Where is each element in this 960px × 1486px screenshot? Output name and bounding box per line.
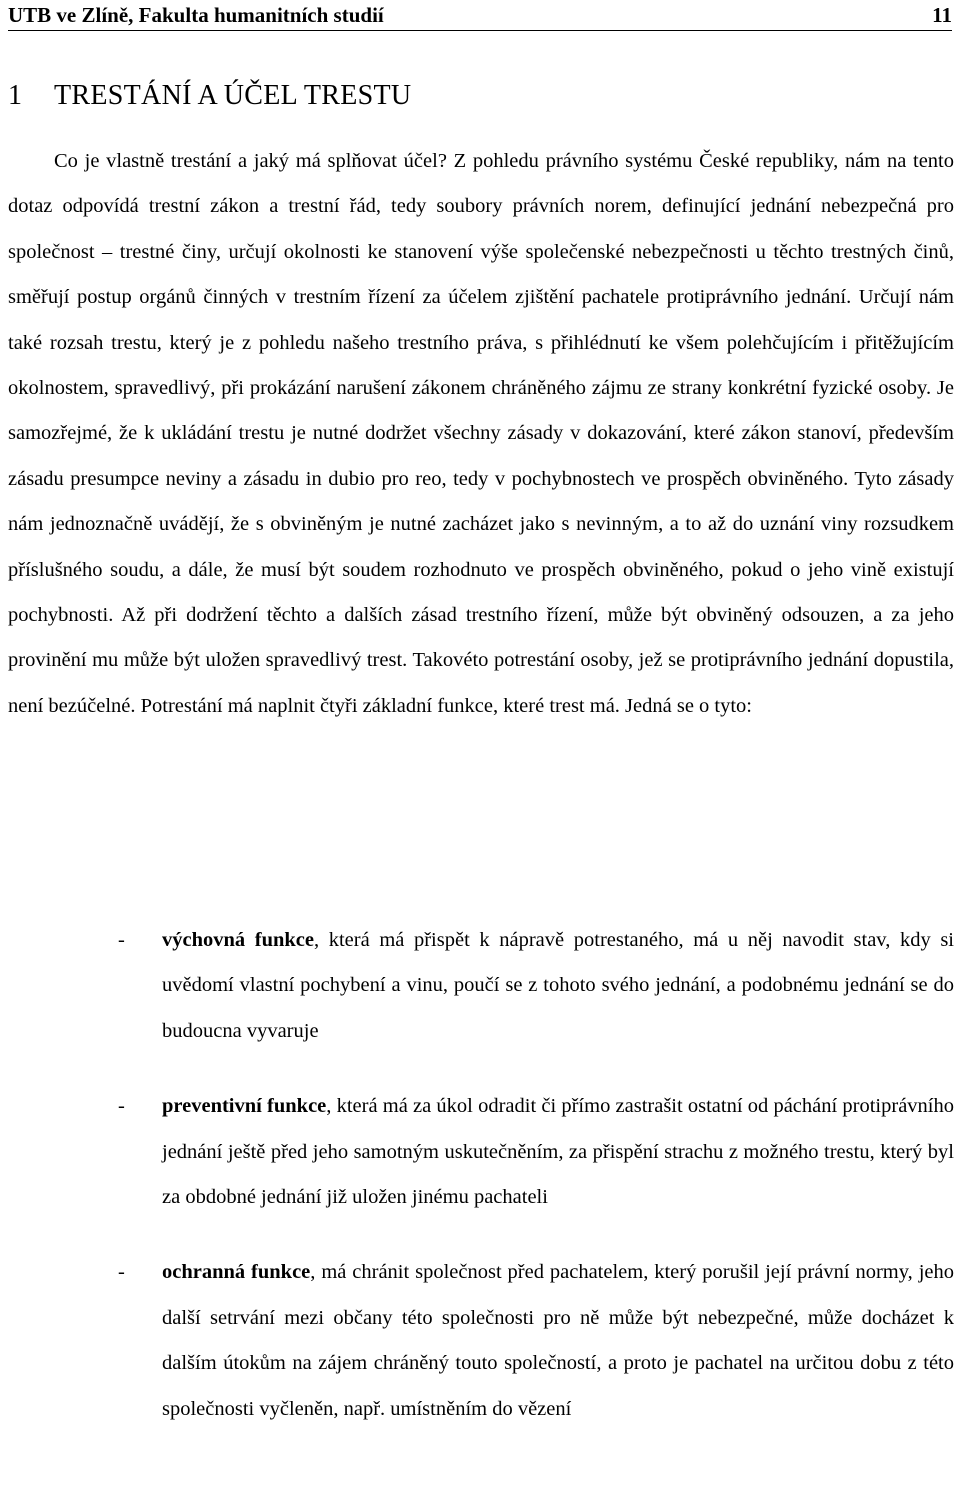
list-text: , má chránit společnost před pachatelem, který porušil její právní normy, jeho další setrvání mezi občany této společnosti pro ně může být nebezpečné, může docházet k dalším útokům na zájem chráněný touto společností, a proto je pachatel na určitou dobu z této společnosti vyčleněn, např. umístněním do vězení xyxy=(162,1261,954,1420)
chapter-heading xyxy=(8,80,411,112)
list-dash: - xyxy=(118,1095,125,1118)
body-text xyxy=(8,139,954,729)
list-term: ochranná funkce xyxy=(162,1261,311,1284)
paragraph: Co je vlastně trestání a jaký má splňovat účel? Z pohledu právního systému České republiky, nám na tento dotaz odpovídá trestní zákon a trestní řád, tedy soubory právních norem, definující jednání nebezpečná pro společnost – trestné činy, určují okolnosti ke stanovení výše společenské nebezpečnosti u těchto trestných činů, směřují postup orgánů činných v trestním řízení za účelem zjištění pachatele protiprávního jednání. Určují nám také rozsah trestu, který je z pohledu našeho trestního práva, s přihlédnutí ke všem polehčujícím i přitěžujícím okolnostem, spravedlivý, při prokázání narušení zákonem chráněného zájmu ze strany konkrétní fyzické osoby. Je samozřejmé, že k ukládání trestu je nutné dodržet všechny zásady v dokazování, které zákon stanoví, především zásadu presumpce neviny a zásadu in dubio pro reo, tedy v pochybnostech ve prospěch obviněného. Tyto zásady nám jednoznačně uvádějí, že s obviněným je nutné zacházet jako s nevinným, a to až do uznání viny rozsudkem příslušného soudu, a dále, že musí být soudem rozhodnuto ve prospěch obviněného, pokud o jeho vině existují pochybnosti. Až při dodržení těchto a dalších zásad trestního řízení, může být obviněný odsouzen, a za jeho provinění mu může být uložen spravedlivý trest. Takovéto potrestání osoby, jež se protiprávního jednání dopustila, není bezúčelné. Potrestání má naplnit čtyři základní funkce, které trest má. Jedná se o tyto: xyxy=(8,150,954,717)
chapter-title: TRESTÁNÍ A ÚČEL TRESTU xyxy=(54,80,412,111)
chapter-number: 1 xyxy=(8,80,23,111)
list-term: výchovná funkce xyxy=(162,929,314,951)
page-number: 11 xyxy=(932,2,952,27)
page-header xyxy=(8,0,952,31)
list-item xyxy=(118,918,954,1054)
function-list xyxy=(118,918,954,1462)
list-dash: - xyxy=(118,929,125,951)
header-title: UTB ve Zlíně, Fakulta humanitních studií xyxy=(8,2,384,27)
list-term: preventivní funkce xyxy=(162,1095,327,1118)
list-dash: - xyxy=(118,1261,125,1284)
list-item xyxy=(118,1250,954,1432)
list-text: , která má přispět k nápravě potrestaného, má u něj navodit stav, kdy si uvědomí vlastní pochybení a vinu, poučí se z tohoto svého jednání, a podobnému jednání se do budoucna vyvaruje xyxy=(162,929,954,1042)
list-item xyxy=(118,1084,954,1220)
list-text: , která má za úkol odradit či přímo zastrašit ostatní od páchání protiprávního jednání ještě před jeho samotným uskutečněním, za přispění strachu z možného trestu, který byl za obdobné jednání již uložen jinému pachateli xyxy=(162,1095,954,1209)
